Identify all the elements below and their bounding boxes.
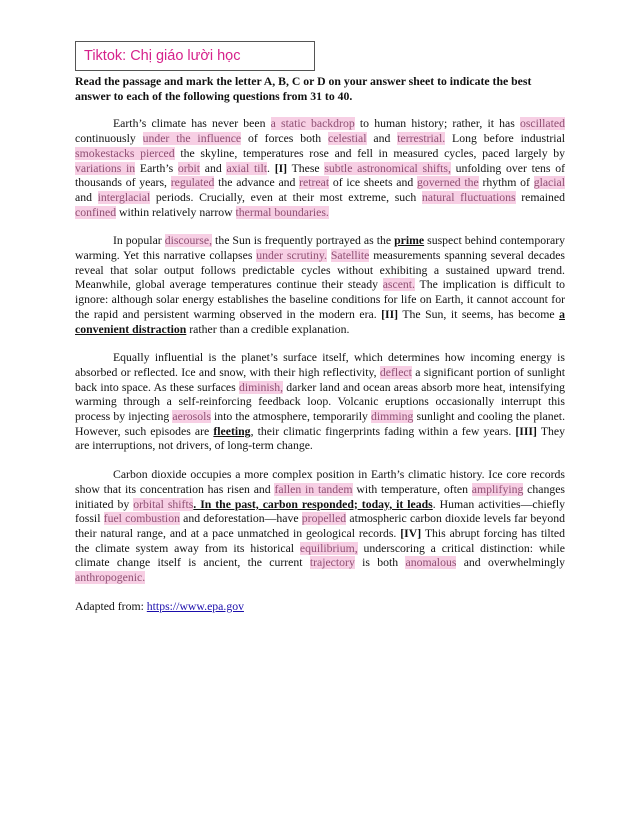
text: is both	[354, 556, 406, 570]
paragraph-4	[75, 468, 565, 586]
position-marker-4: [IV]	[400, 526, 422, 540]
text: In popular	[113, 234, 165, 248]
highlight: orbit	[177, 161, 201, 175]
highlight: amplifying	[471, 482, 524, 496]
text: .	[267, 161, 275, 175]
text: and deforestation—have	[179, 512, 302, 526]
text: Carbon dioxide occupies a more complex position in Earth’s climatic history. Ice core records show that its concentration has risen and	[75, 468, 565, 496]
text: the skyline, temperatures rose and fell in measured cycles, paced largely by	[174, 146, 565, 160]
text: of forces both	[241, 132, 329, 146]
highlight: anomalous	[405, 556, 457, 570]
underlined-word-prime: prime	[394, 234, 425, 248]
text: . Human activities—chiefly fossil	[75, 497, 565, 526]
text: the advance and	[214, 176, 300, 190]
position-marker-1: [I]	[274, 161, 288, 175]
highlight: governed the	[416, 176, 479, 190]
text: atmospheric carbon dioxide levels far beyond their natural range, and at a pace unmatched in geological records.	[75, 512, 565, 540]
highlight: smokestacks pierced	[75, 146, 175, 160]
highlight: celestial	[328, 132, 367, 146]
highlight: natural fluctuations	[421, 190, 516, 204]
text: underscoring a critical distinction: while climate change itself is ancient, the current	[75, 541, 565, 570]
source-line	[75, 600, 565, 615]
highlight: interglacial	[97, 190, 151, 204]
highlight: orbital shifts	[133, 497, 194, 511]
highlight: axial tilt	[226, 161, 268, 175]
highlight: regulated	[170, 176, 215, 190]
highlight: retreat	[299, 176, 330, 190]
text: with temperature, often	[352, 482, 472, 496]
text: and	[75, 190, 98, 204]
text: They are interruptions, not drivers, of long-term change.	[75, 424, 565, 453]
highlight: confined	[75, 205, 117, 219]
highlight: anthropogenic.	[75, 571, 146, 585]
paragraph-3	[75, 351, 565, 454]
text: sunlight and cooling the planet. However, such episodes are	[75, 410, 566, 438]
text: , their climatic fingerprints fading within a few years.	[250, 424, 516, 438]
highlight: Satellite	[330, 249, 370, 263]
text: measurements spanning several decades reveal that solar output follows predictable cycles without exhibiting a sustained upward trend. Meanwhile, global average temperatures continue their steady	[75, 249, 565, 292]
text: a significant portion of sunlight back into space. As these surfaces	[75, 365, 565, 394]
paragraph-1	[75, 117, 565, 220]
exam-page	[75, 75, 565, 615]
text: and	[366, 132, 398, 146]
text: the Sun is frequently portrayed as the	[212, 234, 395, 248]
text: rather than a credible explanation.	[186, 322, 350, 336]
highlight: propelled	[301, 512, 347, 526]
underlined-sentence-carbon-leads: . In the past, carbon responded; today, it leads	[193, 497, 433, 511]
highlight: under the influence	[142, 132, 242, 146]
highlight: fuel combustion	[103, 512, 180, 526]
text: darker land and ocean areas absorb more heat, intensifying warming through a self-reinforcing feedback loop. Volcanic eruptions occasionally interrupt this process by injecting	[75, 380, 565, 424]
highlight: ascent.	[382, 278, 415, 292]
highlight: equilibrium,	[299, 541, 358, 555]
highlight: subtle astronomical shifts,	[324, 161, 451, 175]
highlight: terrestrial.	[397, 132, 446, 146]
paragraph-2	[75, 234, 565, 337]
text: of ice sheets and	[329, 176, 417, 190]
position-marker-2: [II]	[381, 307, 399, 321]
highlight: fallen in tandem	[274, 482, 353, 496]
source-link[interactable]: https://www.epa.gov	[146, 599, 244, 613]
highlight: variations in	[75, 161, 136, 175]
highlight: deflect	[379, 365, 412, 379]
text: to human history; rather, it has	[354, 117, 520, 131]
highlight: trajectory	[309, 556, 355, 570]
text: Long before industrial	[445, 132, 565, 146]
text: continuously	[75, 132, 143, 146]
highlight: aerosols	[172, 410, 211, 424]
text: and overwhelmingly	[456, 556, 565, 570]
highlight: discourse,	[164, 234, 213, 248]
text: rhythm of	[478, 176, 534, 190]
text: remained	[515, 190, 565, 204]
text: Earth’s climate has never been	[113, 117, 271, 131]
text: This abrupt forcing has tilted the climate system away from its historical	[75, 526, 566, 555]
text: unfolding over tens of thousands of years,	[75, 161, 565, 190]
source-label: Adapted from:	[75, 599, 147, 613]
text: The Sun, it seems, has become	[398, 307, 560, 321]
text: into the atmosphere, temporarily	[210, 410, 371, 424]
underlined-word-fleeting: fleeting	[213, 424, 251, 438]
text: changes initiated by	[75, 482, 565, 511]
text: within relatively narrow	[116, 205, 236, 219]
position-marker-3: [III]	[515, 424, 537, 438]
underlined-phrase-convenient-distraction: a convenient distraction	[75, 307, 565, 336]
highlight: oscillated	[519, 117, 565, 131]
highlight: thermal boundaries.	[235, 205, 329, 219]
text: Equally influential is the planet’s surface itself, which determines how incoming energy is absorbed or reflected. Ice and snow, with their high reflectivity,	[75, 351, 565, 379]
highlight: glacial	[533, 176, 566, 190]
highlight: diminish,	[238, 380, 284, 394]
text: These	[287, 161, 325, 175]
highlight: under scrutiny.	[256, 249, 327, 263]
text: Earth’s	[135, 161, 178, 175]
text: periods. Crucially, even at their most extreme, such	[150, 190, 422, 204]
highlight: a static backdrop	[270, 117, 355, 131]
text: The implication is difficult to ignore: although solar energy establishes the baseline conditions for life on Earth, it cannot account for the rapid and persistent warming observed in the modern era.	[75, 278, 565, 321]
highlight: dimming	[370, 410, 414, 424]
channel-tag-text: Tiktok: Chị giáo lười học	[84, 48, 241, 64]
text: suspect behind contemporary warming. Yet this narrative collapses	[75, 234, 565, 263]
instructions: Read the passage and mark the letter A, B, C or D on your answer sheet to indicate the best answer to each of the following questions from 31 to 40.	[75, 75, 532, 103]
channel-tag-box	[75, 41, 315, 71]
text: and	[200, 161, 227, 175]
